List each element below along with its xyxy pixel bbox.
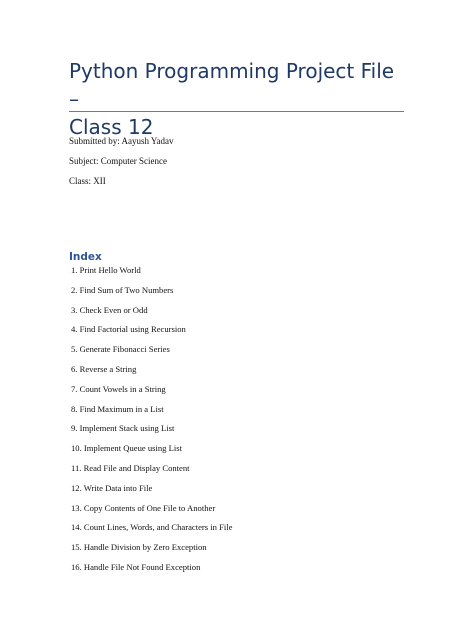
index-item: 16. Handle File Not Found Exception: [71, 561, 201, 572]
class: Class: XII: [69, 176, 106, 186]
index-item: 4. Find Factorial using Recursion: [71, 324, 186, 335]
title-line-1: Python Programming Project File –: [69, 59, 395, 111]
index-heading: Index: [69, 251, 102, 263]
index-item: 2. Find Sum of Two Numbers: [71, 284, 174, 295]
index-item: 14. Count Lines, Words, and Characters in File: [71, 522, 233, 533]
index-list: [71, 265, 232, 582]
index-item: 6. Reverse a String: [71, 363, 137, 374]
index-item: 12. Write Data into File: [71, 482, 153, 493]
document-title: [69, 57, 409, 141]
index-item: 13. Copy Contents of One File to Another: [71, 502, 216, 513]
index-item: 7. Count Vowels in a String: [71, 383, 166, 394]
index-item: 1. Print Hello World: [71, 265, 141, 275]
index-item: 15. Handle Division by Zero Exception: [71, 542, 207, 553]
index-item: 8. Find Maximum in a List: [71, 403, 164, 414]
title-line-2: Class 12: [69, 115, 154, 139]
subject: Subject: Computer Science: [69, 156, 167, 166]
index-item: 11. Read File and Display Content: [71, 462, 190, 473]
index-item: 3. Check Even or Odd: [71, 304, 148, 315]
title-underline: [69, 111, 404, 112]
index-item: 9. Implement Stack using List: [71, 423, 175, 434]
index-item: 10. Implement Queue using List: [71, 443, 182, 454]
index-item: 5. Generate Fibonacci Series: [71, 344, 170, 355]
submitted-by: Submitted by: Aayush Yadav: [69, 136, 174, 146]
